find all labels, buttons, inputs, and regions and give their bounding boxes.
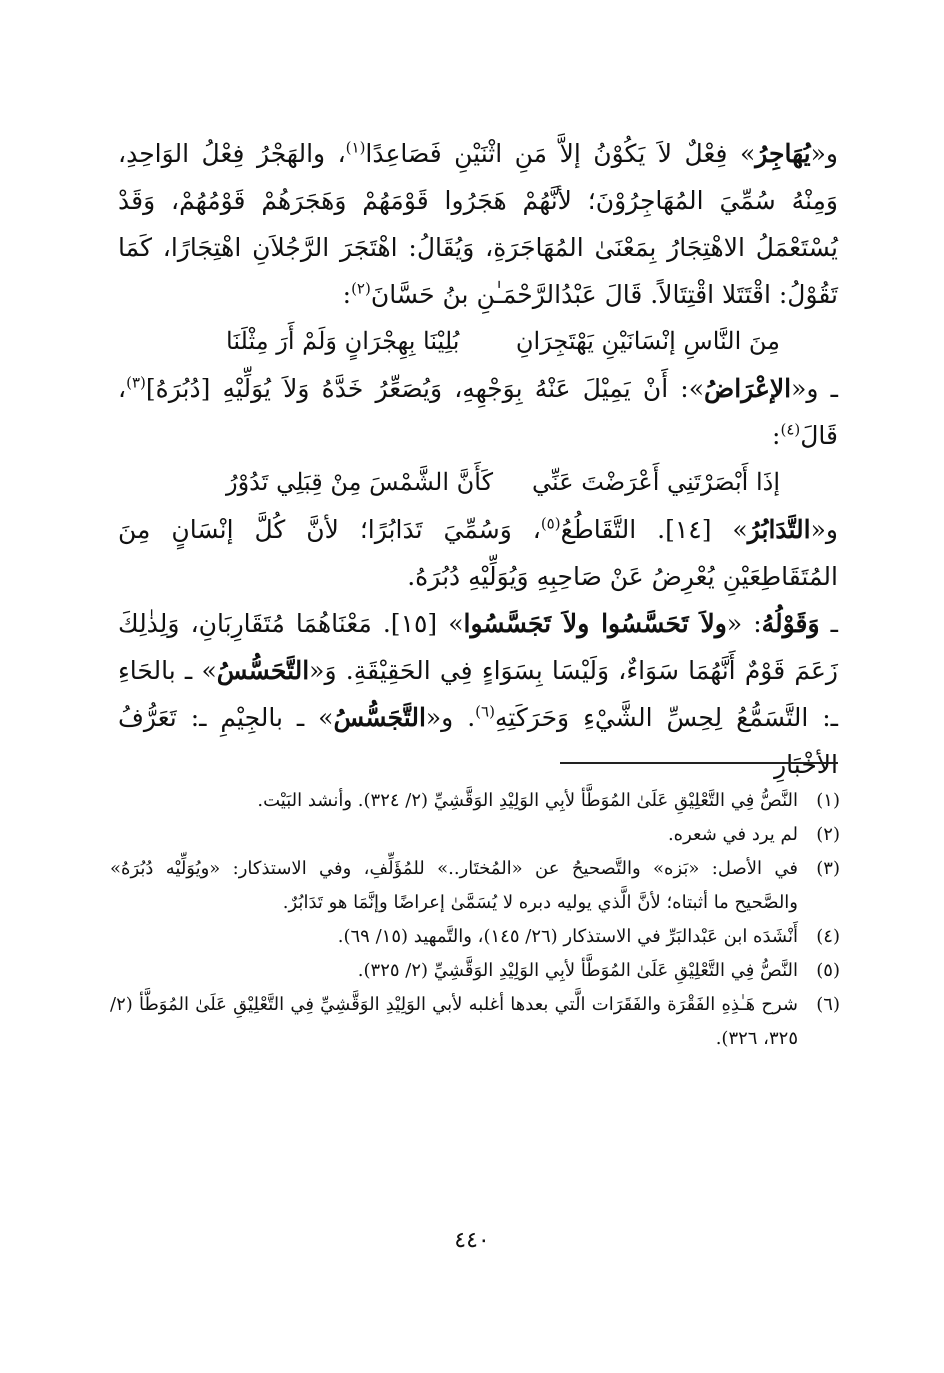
quoted-hadith: ولاَ تَحَسَّسُوا ولاَ تَجَسَّسُوا [463,609,727,638]
footnote-3 [110,852,840,920]
text-run: » فِعْلٌ لاَ يَكُوْنُ إلاَّ مَنِ اثْنَيْنِ فَصَاعِدًا [365,139,756,168]
footnote-number: (٥) [816,960,840,981]
text-run: » ـ بالجِيْمِ ـ: تَعَرُّفُ الأخْبَارِ [118,703,838,779]
verse-2 [118,459,838,506]
text-run: : [772,421,781,450]
footnote-number: (٤) [816,926,840,947]
paragraph-1 [118,130,838,318]
footnote-ref[interactable]: (١) [345,138,366,157]
footnote-ref[interactable]: (٤) [780,420,801,439]
footnote-text: في الأصل: «بَزه» والتَّصحيحُ عن «المُختَار..» للمُؤَلِّفِ، وفي الاستذكار: «ويُوَلِّيْه دُبُرَهُ» والصَّحيح ما أثبتاه؛ لأنَّ الَّذي يوليه دبره لا يُسَمَّىٰ إعراضًا وإنَّمَا هو تَدَابُرٌ. [110,858,798,913]
text-run: ، قَالَ [118,374,838,450]
main-text [118,130,838,788]
footnote-2 [110,818,840,852]
defined-term: التَّدَابُرُ [747,515,811,544]
footnote-text: أَنْشَدَه ابن عَبْدالبَرِّ في الاستذكار (٢٦/ ١٤٥)، والتَّمهيد (١٥/ ٦٩). [337,926,798,947]
footnote-number: (٣) [816,858,840,879]
footnote-number: (٢) [816,824,840,845]
text-run: »: أَنْ يَمِيْلَ عَنْهُ بِوَجْهِهِ، وَيُصَعِّرُ خَدَّهُ وَلاَ يُوَلِّيْهِ [دُبُرَهُ] [145,374,705,403]
verse-hemistich-second: كَأَنَّ الشَّمْسَ مِنْ قِبَلِي تَدُوْرُ [226,468,493,496]
footnote-6 [110,988,840,1056]
footnote-text: النَّصُّ فِي التَّعْلِيْقِ عَلَىٰ المُوَطَّأ لأبِي الوَلِيْدِ الوَقَّشِيِّ (٢/ ٣٢٤). وأنشد البَيْت. [257,790,798,811]
text-run: و« [810,515,838,544]
defined-term: وَقَوْلُهُ [761,609,820,638]
text-run: ، وَسُمِّيَ تَدَابُرًا؛ لأنَّ كُلَّ إنْسَانٍ مِنَ المُتَقَاطِعَيْنِ يُعْرِضُ عَنْ صَاحِبِهِ وَيُوَلِّيْهِ دُبُرَهُ. [118,515,838,591]
text-run: ـ و« [791,374,838,403]
defined-term: التَّجَسُّسُ [333,703,426,732]
text-run: . و« [425,703,476,732]
defined-term: يُهَاجِرُ [755,139,811,168]
text-run: » ـ بالحَاءِ ـ: التَّسَمُّعُ لِحِسِّ الشَّيْءِ وَحَرَكَتِهِ [118,656,838,732]
footnote-ref[interactable]: (٥) [540,514,561,533]
verse-1 [118,318,838,365]
footnote-text: شرح هَـٰذِهِ الفَقْرَة والفَقَرَات الَّتي بعدها أغلبه لأبي الوَلِيْدِ الوَقَّشِيِّ فِي التَّعْلِيْقِ عَلَىٰ المُوَطَّأ (٢/ ٣٢٥، ٣٢٦). [110,994,798,1049]
paragraph-3 [118,506,838,600]
footnote-1 [110,784,840,818]
footnote-ref[interactable]: (٦) [475,702,495,721]
footnote-text: لم يرد في شعره. [667,824,798,845]
defined-term: التَّحَسُّسُ [216,656,310,685]
footnote-ref[interactable]: (٣) [126,373,146,392]
verse-hemistich-second: بُلِيْنَا بِهِجْرَانٍ وَلَمْ أَرَ مِثْلَنَا [226,327,460,355]
footnote-divider [560,762,838,764]
footnotes [110,784,840,1056]
text-run: » [١٤]. التَّقَاطُعُ [560,515,748,544]
paragraph-4 [118,600,838,788]
footnote-ref[interactable]: (٢) [351,279,371,298]
text-run: ، والهَجْرُ فِعْلُ الوَاحِدِ، وَمِنْهُ سُمِّيَ المُهَاجِرُوْنَ؛ لأنَّهُمْ هَجَرُوا قَوْمَهُمْ وَهَجَرَهُمْ قَوْمُهُمْ، وَقَدْ يُسْتَعْمَلُ الاهْتِجَارُ بِمَعْنَىٰ المُهَاجَرَةِ، وَيُقَالُ: اهْتَجَرَ الرَّجُلاَنِ اهْتِجَارًا، كَمَا تَقُوْلُ: اقْتَتَلا اقْتِتَالاً. قَالَ عَبْدُالرَّحْمَـٰنِ بنُ حَسَّانَ [118,139,838,309]
page-number: ٤٤٠ [454,1228,490,1253]
text-run: و« [810,139,838,168]
footnote-number: (١) [816,790,840,811]
text-run: : [342,280,352,309]
paragraph-2 [118,365,838,459]
verse-hemistich-first: مِنَ النَّاسِ إنْسَانَيْنِ يَهْتَجِرَانِ [515,327,780,355]
defined-term: الإعْرَاضُ [704,374,792,403]
footnote-5 [110,954,840,988]
text-run: : « [726,609,762,638]
footnote-4 [110,920,840,954]
verse-hemistich-first: إذَا أَبْصَرْتَنِي أَعْرَضْتَ عَنِّي [532,468,780,496]
footnote-number: (٦) [816,994,840,1015]
text-run: ـ [819,609,838,638]
text-run: » [١٥]. مَعْنَاهُمَا مُتَقَارِبَانِ، وَلِذٰلِكَ زَعَمَ قَوْمٌ أَنَّهُمَا سَوَاءٌ، وَلَيْسَا بِسَوَاءٍ فِي الحَقِيْقَةِ. وَ« [118,609,839,685]
footnote-text: النَّصُّ فِي التَّعْلِيْقِ عَلَىٰ المُوَطَّأ لأبِي الوَلِيْدِ الوَقَّشِيِّ (٢/ ٣٢٥). [357,960,798,981]
